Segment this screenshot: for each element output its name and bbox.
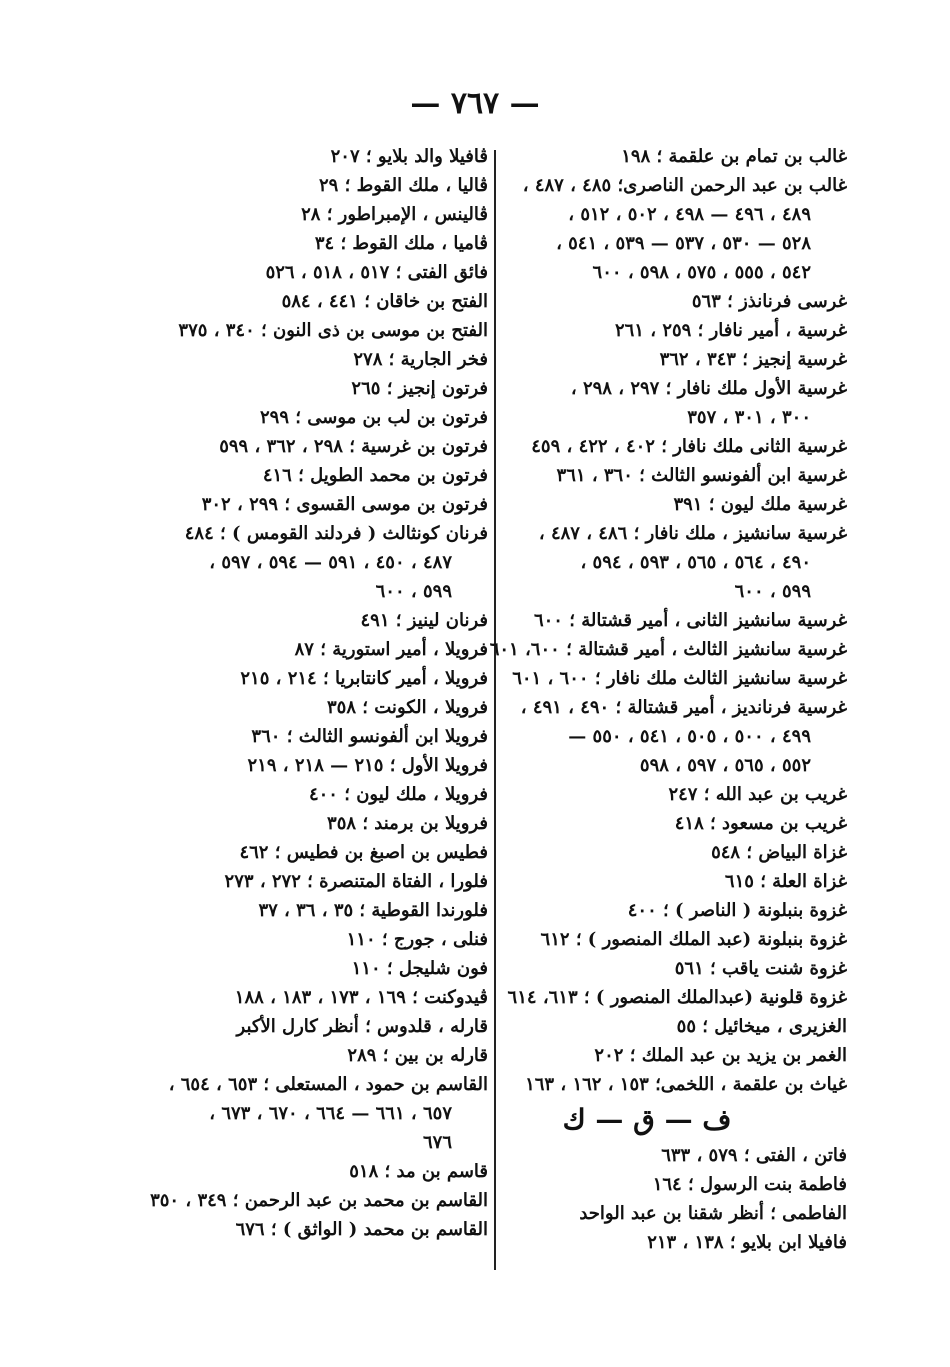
- index-entry-line: فرتون بن محمد الطويل ؛ ٤١٦: [262, 465, 488, 486]
- index-entry-line: غزوة شنت ياقب ؛ ٥٦١: [674, 958, 847, 979]
- index-entry-line: غرسية إنجيز ؛ ٣٤٣ ، ٣٦٢: [659, 349, 847, 370]
- index-entry-line: ٥٤٢ ، ٥٥٥ ، ٥٧٥ ، ٥٩٨ ، ٦٠٠: [592, 262, 811, 283]
- index-entry-line: ڤاميا ، ملك القوط ؛ ٣٤: [314, 233, 488, 254]
- index-entry-line: غرسية ، أمير نافار ؛ ٢٥٩ ، ٢٦١: [614, 320, 847, 341]
- index-entry-line: غالب بن تمام بن علقمة ؛ ١٩٨: [621, 146, 847, 167]
- index-entry-line: القاسم بن محمد ( الواثق ) ؛ ٦٧٦: [235, 1219, 488, 1240]
- index-entry-line: فرويلا ، أمير استورية ؛ ٨٧: [294, 639, 488, 660]
- index-entry-line: فرنان كونثالث ( فردلند القومس ) ؛ ٤٨٤: [184, 523, 488, 544]
- index-entry-line: فرويلا ، ملك ليون ؛ ٤٠٠: [308, 784, 488, 805]
- index-entry-line: غرسى فرنانذز ؛ ٥٦٣: [691, 291, 847, 312]
- index-entry-line: الفتح بن خاقان ؛ ٤٤١ ، ٥٨٤: [281, 291, 488, 312]
- index-entry-line: فلورندا القوطية ؛ ٣٥ ، ٣٦ ، ٣٧: [258, 900, 488, 921]
- index-entry-line: ڤافيلا والد بلايو ؛ ٢٠٧: [330, 146, 488, 167]
- index-entry-line: قارله بن بين ؛ ٢٨٩: [347, 1045, 488, 1066]
- index-entry-line: ٣٠٠ ، ٣٠١ ، ٣٥٧: [687, 407, 811, 428]
- index-entry-line: ڤالينس ، الإمبراطور ؛ ٢٨: [301, 204, 488, 225]
- section-heading: ف — ق — ك: [562, 1103, 732, 1136]
- index-entry-line: غرسية سانشيز الثانى ، أمير قشتالة ؛ ٦٠٠: [533, 610, 847, 631]
- index-entry-line: غزوة قلونية (عبدالملك المنصور ) ؛ ٦١٣، ٦١٤: [507, 987, 847, 1008]
- index-entry-line: غريب بن عبد الله ؛ ٢٤٧: [668, 784, 847, 805]
- index-entry-line: ٤٨٩ ، ٤٩٦ — ٤٩٨ ، ٥٠٢ ، ٥١٢ ،: [568, 204, 811, 225]
- index-entry-line: الغمر بن يزيد بن عبد الملك ؛ ٢٠٢: [594, 1045, 847, 1066]
- index-entry-line: غرسية فرنانديز ، أمير قشتالة ؛ ٤٩٠ ، ٤٩١ ،: [520, 697, 847, 718]
- index-entry-line: غزوة بنبلونة (عبد الملك المنصور ) ؛ ٦١٢: [540, 929, 847, 950]
- index-entry-line: فاتن ، الفتى ؛ ٥٧٩ ، ٦٣٣: [661, 1145, 847, 1166]
- index-entry-line: غريب بن مسعود ؛ ٤١٨: [674, 813, 847, 834]
- index-entry-line: ٥٩٩ ، ٦٠٠: [734, 581, 811, 602]
- index-entry-line: غرسية سانشيز الثالث ، أمير قشتالة ؛ ٦٠٠، ٦٠١: [489, 639, 847, 660]
- index-entry-line: القاسم بن حمود ، المستعلى ؛ ٦٥٣ ، ٦٥٤ ،: [168, 1074, 488, 1095]
- index-entry-line: ٤٨٧ ، ٤٥٠ ، ٥٩١ — ٥٩٤ ، ٥٩٧ ،: [209, 552, 452, 573]
- index-entry-line: ٦٥٧ ، ٦٦١ — ٦٦٤ ، ٦٧٠ ، ٦٧٣ ،: [209, 1103, 452, 1124]
- index-entry-line: فرويلا ابن ألفونسو الثالث ؛ ٣٦٠: [251, 726, 488, 747]
- index-entry-line: غياث بن علقمة ، اللخمى؛ ١٥٣ ، ١٦٢ ، ١٦٣: [525, 1074, 847, 1095]
- index-entry-line: ڤاليا ، ملك القوط ؛ ٢٩: [318, 175, 488, 196]
- index-entry-line: فرويلا ، أمير كانتابريا ؛ ٢١٤ ، ٢١٥: [240, 668, 488, 689]
- index-entry-line: غرسية سانشيز الثالث ملك نافار ؛ ٦٠٠ ، ٦٠١: [512, 668, 847, 689]
- index-entry-line: غالب بن عبد الرحمن الناصرى؛ ٤٨٥ ، ٤٨٧ ،: [522, 175, 847, 196]
- index-entry-line: غزاة البياض ؛ ٥٤٨: [711, 842, 847, 863]
- index-entry-line: فرتون بن لب بن موسى ؛ ٢٩٩: [259, 407, 488, 428]
- index-entry-line: غرسية الأول ملك نافار ؛ ٢٩٧ ، ٢٩٨ ،: [570, 378, 847, 399]
- index-entry-line: الفتح بن موسى بن ذى النون ؛ ٣٤٠ ، ٣٧٥: [178, 320, 488, 341]
- index-entry-line: ٥٩٩ ، ٦٠٠: [375, 581, 452, 602]
- index-column-left: [150, 142, 488, 1244]
- index-entry-line: ڤيدوكنت ؛ ١٦٩ ، ١٧٣ ، ١٨٣ ، ١٨٨: [234, 987, 488, 1008]
- index-entry-line: فائق الفتى ؛ ٥١٧ ، ٥١٨ ، ٥٢٦: [265, 262, 488, 283]
- index-entry-line: فون شليجل ؛ ١١٠: [351, 958, 488, 979]
- index-entry-line: فخر الجارية ؛ ٢٧٨: [353, 349, 488, 370]
- index-column-right: [447, 142, 847, 1257]
- index-entry-line: فرويلا ، الكونت ؛ ٣٥٨: [326, 697, 488, 718]
- index-entry-line: فافيلا ابن بلايو ؛ ١٣٨ ، ٢١٣: [647, 1232, 847, 1253]
- index-entry-line: ٤٩٠ ، ٥٦٤ ، ٥٦٥ ، ٥٩٣ ، ٥٩٤ ،: [580, 552, 811, 573]
- index-entry-line: فرويلا الأول ؛ ٢١٥ — ٢١٨ ، ٢١٩: [247, 755, 488, 776]
- index-entry-line: غرسية سانشيز ، ملك نافار ؛ ٤٨٦ ، ٤٨٧ ،: [538, 523, 847, 544]
- index-entry-line: فاطمة بنت الرسول ؛ ١٦٤: [652, 1174, 847, 1195]
- index-entry-line: فرنان لينيز ؛ ٤٩١: [360, 610, 488, 631]
- index-entry-line: غرسية ابن ألفونسو الثالث ؛ ٣٦٠ ، ٣٦١: [556, 465, 847, 486]
- index-entry-line: الغزيرى ، ميخائيل ؛ ٥٥: [676, 1016, 847, 1037]
- index-entry-line: قارله ، قلدوس ؛ أنظر كارل الأكبر: [236, 1016, 488, 1037]
- index-entry-line: فرتون بن غرسية ؛ ٢٩٨ ، ٣٦٢ ، ٥٩٩: [219, 436, 488, 457]
- index-entry-line: القاسم بن محمد بن عبد الرحمن ؛ ٣٤٩ ، ٣٥٠: [150, 1190, 488, 1211]
- index-entry-line: غرسية الثانى ملك نافار ؛ ٤٠٢ ، ٤٢٢ ، ٤٥٩: [531, 436, 847, 457]
- index-entry-line: ٥٢٨ — ٥٣٠ ، ٥٣٧ — ٥٣٩ ، ٥٤١ ،: [556, 233, 811, 254]
- index-entry-line: فرويلا بن برمند ؛ ٣٥٨: [327, 813, 488, 834]
- index-entry-line: غزوة بنبلونة ( الناصر ) ؛ ٤٠٠: [627, 900, 847, 921]
- index-entry-line: فنلى ، جورج ؛ ١١٠: [346, 929, 488, 950]
- index-entry-line: غزاة العلة ؛ ٦١٥: [724, 871, 847, 892]
- index-entry-line: غرسية ملك ليون ؛ ٣٩١: [673, 494, 847, 515]
- index-entry-line: فطيس بن اصبغ بن فطيس ؛ ٤٦٢: [239, 842, 488, 863]
- index-entry-line: فرتون بن موسى القسوى ؛ ٢٩٩ ، ٣٠٢: [201, 494, 488, 515]
- page-number: — ٧٦٧ —: [410, 86, 540, 121]
- index-entry-line: ٦٧٦: [422, 1132, 452, 1153]
- index-entry-line: قاسم بن مد ؛ ٥١٨: [349, 1161, 488, 1182]
- index-entry-line: ٤٩٩ ، ٥٠٠ ، ٥٠٥ ، ٥٤١ ، ٥٥٠ —: [568, 726, 811, 747]
- index-entry-line: فلورا ، الفتاة المتنصرة ؛ ٢٧٢ ، ٢٧٣: [224, 871, 488, 892]
- index-entry-line: فرتون إنجيز ؛ ٢٦٥: [351, 378, 488, 399]
- index-entry-line: ٥٥٢ ، ٥٦٥ ، ٥٩٧ ، ٥٩٨: [639, 755, 811, 776]
- index-entry-line: الفاطمى ؛ أنظر شقنا بن عبد الواحد: [579, 1203, 847, 1224]
